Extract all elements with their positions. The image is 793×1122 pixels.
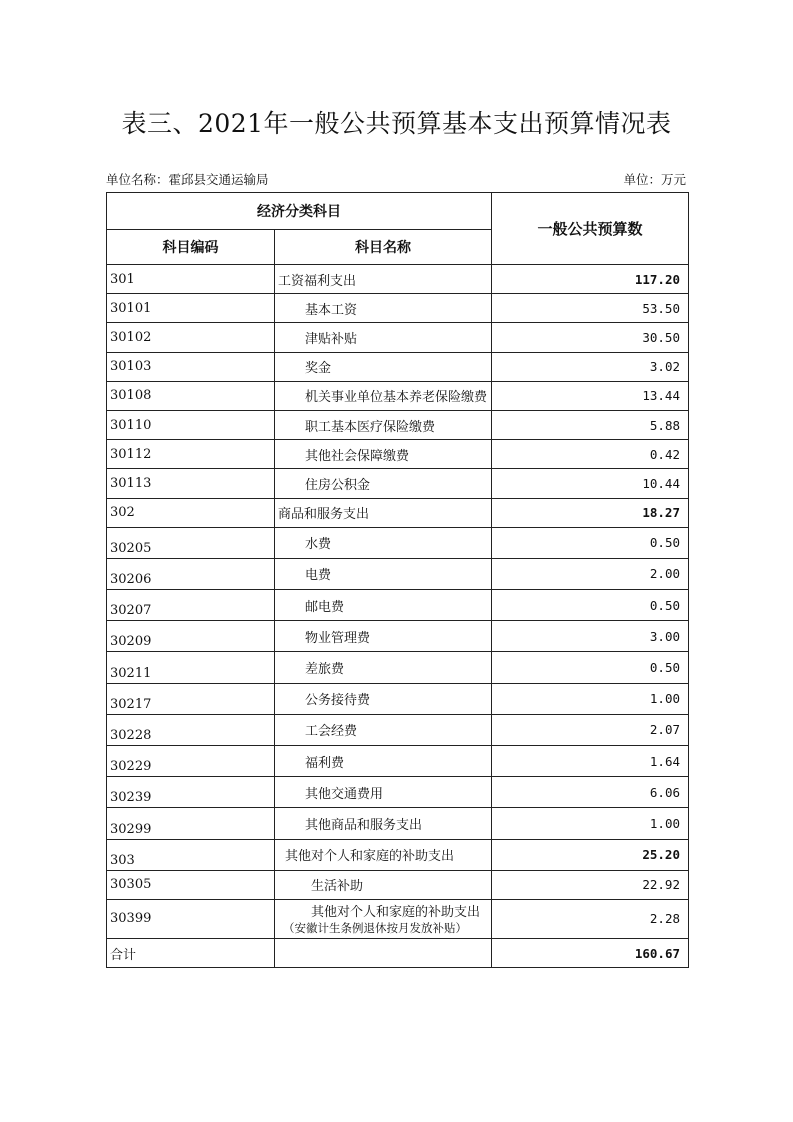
row-value: 3.02 [492,352,689,381]
row-code: 30102 [107,323,275,352]
row-name: 奖金 [275,352,492,381]
header-amount: 一般公共预算数 [492,193,689,265]
total-row [107,938,689,967]
row-code: 30299 [107,808,275,839]
row-name: 物业管理费 [275,621,492,652]
table-row [107,265,689,294]
table-row [107,294,689,323]
row-value: 13.44 [492,381,689,410]
row-value: 0.50 [492,590,689,621]
row-value: 0.42 [492,440,689,469]
unit-label: 单位：万元 [623,172,686,187]
row-value: 18.27 [492,498,689,527]
row-code: 303 [107,839,275,870]
table-row [107,381,689,410]
table-row [107,870,689,899]
row-name [275,899,492,938]
row-code: 30113 [107,469,275,498]
table-row [107,410,689,439]
table-row [107,777,689,808]
row-value: 25.20 [492,839,689,870]
table-row [107,558,689,589]
row-value: 1.00 [492,683,689,714]
row-value: 3.00 [492,621,689,652]
row-name: 其他社会保障缴费 [275,440,492,469]
row-name: 其他对个人和家庭的补助支出 [275,839,492,870]
row-name-note: （安徽计生条例退休按月发放补贴） [283,921,467,936]
row-value: 2.00 [492,558,689,589]
row-value: 5.88 [492,410,689,439]
row-name-main: 其他对个人和家庭的补助支出 [311,905,481,921]
header-name: 科目名称 [275,230,492,265]
row-name: 邮电费 [275,590,492,621]
row-value: 30.50 [492,323,689,352]
row-code: 30228 [107,714,275,745]
unit-name: 单位名称：霍邱县交通运输局 [106,172,269,187]
total-label: 合计 [107,938,275,967]
table-row [107,469,689,498]
row-name: 公务接待费 [275,683,492,714]
total-name-empty [275,938,492,967]
budget-table [106,192,689,968]
total-value: 160.67 [492,938,689,967]
row-code: 30211 [107,652,275,683]
row-value: 2.28 [492,899,689,938]
row-name: 职工基本医疗保险缴费 [275,410,492,439]
row-code: 30305 [107,870,275,899]
row-code: 30205 [107,527,275,558]
row-value: 22.92 [492,870,689,899]
header-group: 经济分类科目 [107,193,492,230]
table-row [107,652,689,683]
row-name: 其他商品和服务支出 [275,808,492,839]
row-name: 其他交通费用 [275,777,492,808]
header-row [107,193,689,230]
row-code: 30207 [107,590,275,621]
page-title: 表三、2021年一般公共预算基本支出预算情况表 [121,109,672,138]
table-row [107,839,689,870]
table-row [107,714,689,745]
row-name: 福利费 [275,746,492,777]
row-value: 1.64 [492,746,689,777]
row-code: 30101 [107,294,275,323]
table-row [107,527,689,558]
row-code: 30399 [107,899,275,938]
row-name: 商品和服务支出 [275,498,492,527]
table-row [107,323,689,352]
row-code: 30239 [107,777,275,808]
row-name: 津贴补贴 [275,323,492,352]
table-row [107,746,689,777]
table-row [107,899,689,938]
row-code: 30209 [107,621,275,652]
row-value: 117.20 [492,265,689,294]
row-value: 1.00 [492,808,689,839]
row-code: 301 [107,265,275,294]
row-value: 10.44 [492,469,689,498]
row-value: 0.50 [492,652,689,683]
table-row [107,808,689,839]
row-code: 30229 [107,746,275,777]
row-name: 机关事业单位基本养老保险缴费 [275,381,492,410]
row-code: 30108 [107,381,275,410]
table-row [107,590,689,621]
table-row [107,621,689,652]
table-row [107,498,689,527]
row-code: 30206 [107,558,275,589]
row-name: 电费 [275,558,492,589]
table-row [107,352,689,381]
row-name: 基本工资 [275,294,492,323]
header-code: 科目编码 [107,230,275,265]
row-value: 0.50 [492,527,689,558]
row-code: 30110 [107,410,275,439]
row-name: 工资福利支出 [275,265,492,294]
row-value: 2.07 [492,714,689,745]
row-code: 30103 [107,352,275,381]
row-name: 水费 [275,527,492,558]
row-value: 53.50 [492,294,689,323]
row-code: 302 [107,498,275,527]
table-row [107,440,689,469]
table-row [107,683,689,714]
row-name: 生活补助 [275,870,492,899]
row-value: 6.06 [492,777,689,808]
row-name: 工会经费 [275,714,492,745]
row-code: 30112 [107,440,275,469]
row-code: 30217 [107,683,275,714]
row-name: 住房公积金 [275,469,492,498]
row-name: 差旅费 [275,652,492,683]
